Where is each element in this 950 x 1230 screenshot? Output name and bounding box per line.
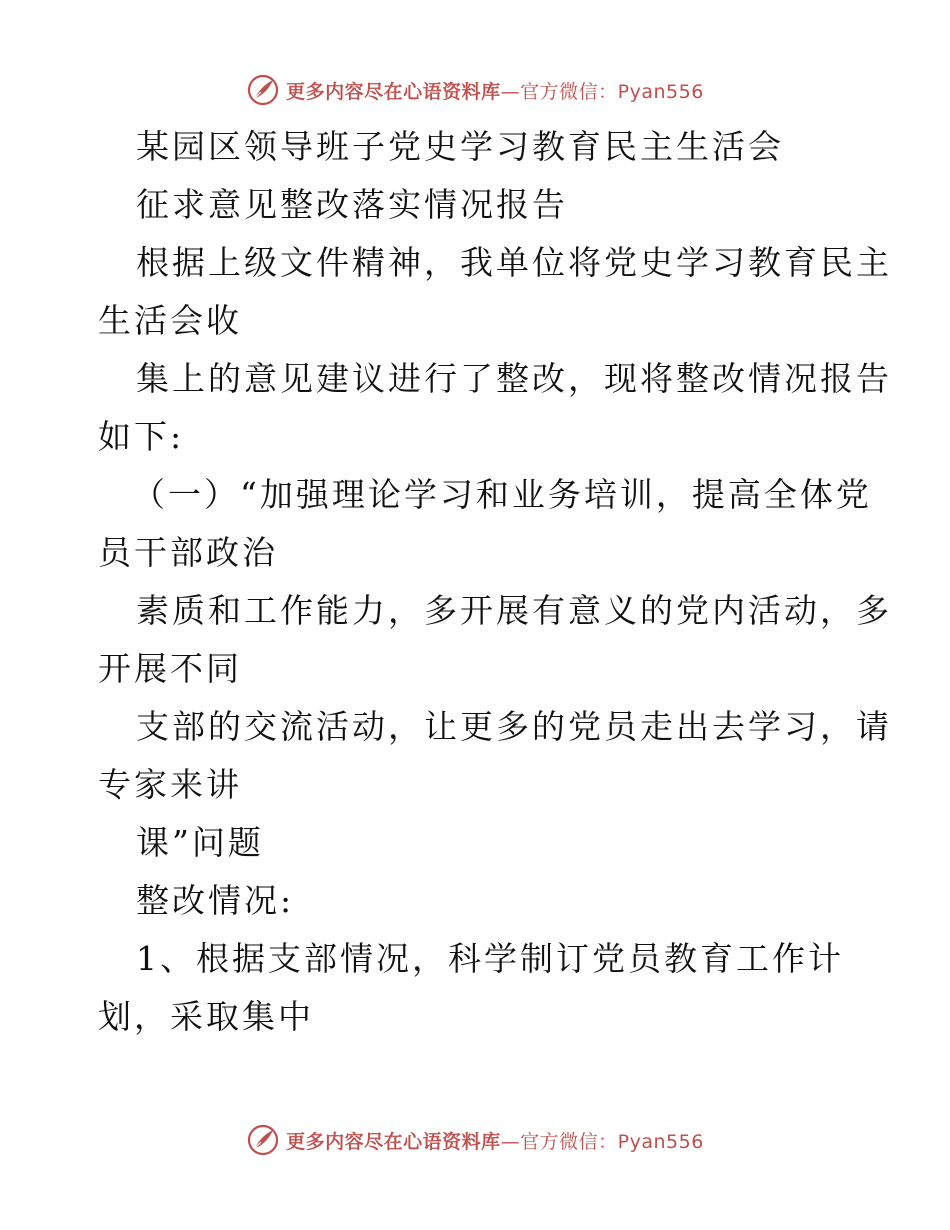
doc-title-line-1: 某园区领导班子党史学习教育民主生活会 (136, 127, 784, 166)
doc-line: 素质和工作能力，多开展有意义的党内活动，多 (136, 591, 892, 630)
watermark-text: 更多内容尽在心语资料库—官方微信：Pyan556 (286, 80, 704, 103)
doc-line: 1、根据支部情况，科学制订党员教育工作计 (136, 939, 844, 978)
doc-line: 生活会收 (98, 301, 242, 340)
watermark-text: 更多内容尽在心语资料库—官方微信：Pyan556 (286, 1130, 704, 1153)
doc-line: 如下: (98, 417, 185, 456)
doc-title-line-2: 征求意见整改落实情况报告 (136, 185, 568, 224)
doc-line: 根据上级文件精神，我单位将党史学习教育民主 (136, 243, 892, 282)
footer-watermark (0, 1120, 950, 1160)
doc-line: （一）“加强理论学习和业务培训，提高全体党 (132, 475, 872, 514)
doc-line: 员干部政治 (98, 533, 278, 572)
doc-line: 支部的交流活动，让更多的党员走出去学习，请 (136, 707, 892, 746)
doc-section-heading: 整改情况: (136, 881, 295, 920)
header-watermark (0, 70, 950, 110)
document-body (98, 118, 892, 1046)
doc-line: 集上的意见建议进行了整改，现将整改情况报告 (136, 359, 892, 398)
doc-line: 划，采取集中 (98, 997, 314, 1036)
quill-circle-icon (246, 1123, 280, 1157)
doc-line: 课”问题 (136, 823, 264, 862)
doc-line: 专家来讲 (98, 765, 242, 804)
doc-line: 开展不同 (98, 649, 242, 688)
quill-circle-icon (246, 73, 280, 107)
